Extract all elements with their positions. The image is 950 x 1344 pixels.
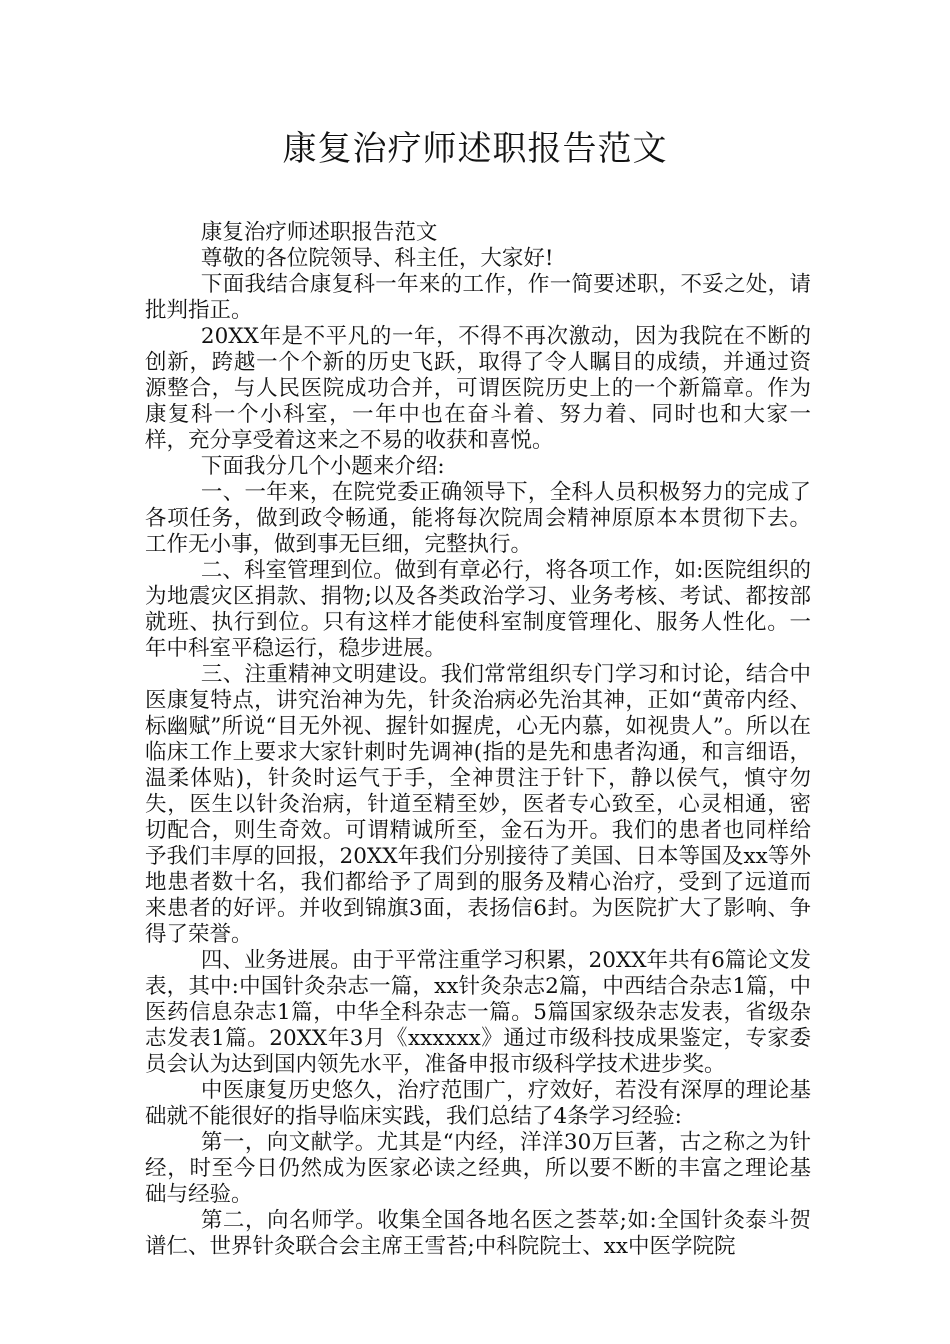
paragraph: 一、一年来，在院党委正确领导下，全科人员积极努力的完成了各项任务，做到政令畅通，能将每次院周会精神原原本本贯彻下去。工作无小事，做到事无巨细，完整执行。	[145, 480, 811, 557]
paragraph: 尊敬的各位院领导、科主任，大家好!	[200, 246, 554, 271]
paragraph: 中医康复历史悠久，治疗范围广，疗效好，若没有深厚的理论基础就不能很好的指导临床实践，我们总结了4条学习经验:	[145, 1078, 811, 1129]
paragraph: 下面我分几个小题来介绍:	[200, 454, 445, 479]
document-body	[145, 220, 811, 1260]
paragraph: 康复治疗师述职报告范文	[200, 220, 438, 245]
paragraph: 20XX年是不平凡的一年，不得不再次激动，因为我院在不断的创新，跨越一个个新的历史飞跃，取得了令人瞩目的成绩，并通过资源整合，与人民医院成功合并，可谓医院历史上的一个新篇章。作为康复科一个小科室，一年中也在奋斗着、努力着、同时也和大家一样，充分享受着这来之不易的收获和喜悦。	[145, 324, 811, 453]
document-title: 康复治疗师述职报告范文	[282, 129, 668, 169]
paragraph: 第一，向文献学。尤其是“内经，洋洋30万巨著，古之称之为针经，时至今日仍然成为医家必读之经典，所以要不断的丰富之理论基础与经验。	[145, 1130, 811, 1207]
paragraph: 二、科室管理到位。做到有章必行，将各项工作，如:医院组织的为地震灾区捐款、捐物;以及各类政治学习、业务考核、考试、都按部就班、执行到位。只有这样才能使科室制度管理化、服务人性化。一年中科室平稳运行，稳步进展。	[145, 558, 811, 661]
paragraph: 四、业务进展。由于平常注重学习积累，20XX年共有6篇论文发表，其中:中国针灸杂志一篇，xx针灸杂志2篇，中西结合杂志1篇，中医药信息杂志1篇，中华全科杂志一篇。5篇国家级杂志发表，省级杂志发表1篇。20XX年3月《xxxxxx》通过市级科技成果鉴定，专家委员会认为达到国内领先水平，准备申报市级科学技术进步奖。	[145, 948, 811, 1077]
paragraph: 下面我结合康复科一年来的工作，作一简要述职，不妥之处，请批判指正。	[145, 272, 811, 323]
paragraph: 三、注重精神文明建设。我们常常组织专门学习和讨论，结合中医康复特点，讲究治神为先，针灸治病必先治其神，正如“黄帝内经、标幽赋”所说“目无外视、握针如握虎，心无内慕，如视贵人”。所以在临床工作上要求大家针刺时先调神(指的是先和患者沟通，和言细语，温柔体贴)，针灸时运气于手，全神贯注于针下，静以侯气，慎守勿失，医生以针灸治病，针道至精至妙，医者专心致至，心灵相通，密切配合，则生奇效。可谓精诚所至，金石为开。我们的患者也同样给予我们丰厚的回报，20XX年我们分别接待了美国、日本等国及xx等外地患者数十名，我们都给予了周到的服务及精心治疗，受到了远道而来患者的好评。并收到锦旗3面，表扬信6封。为医院扩大了影响、争得了荣誉。	[145, 662, 811, 947]
paragraph: 第二，向名师学。收集全国各地名医之荟萃;如:全国针灸泰斗贺谱仁、世界针灸联合会主席王雪苔;中科院院士、xx中医学院院	[145, 1208, 811, 1259]
